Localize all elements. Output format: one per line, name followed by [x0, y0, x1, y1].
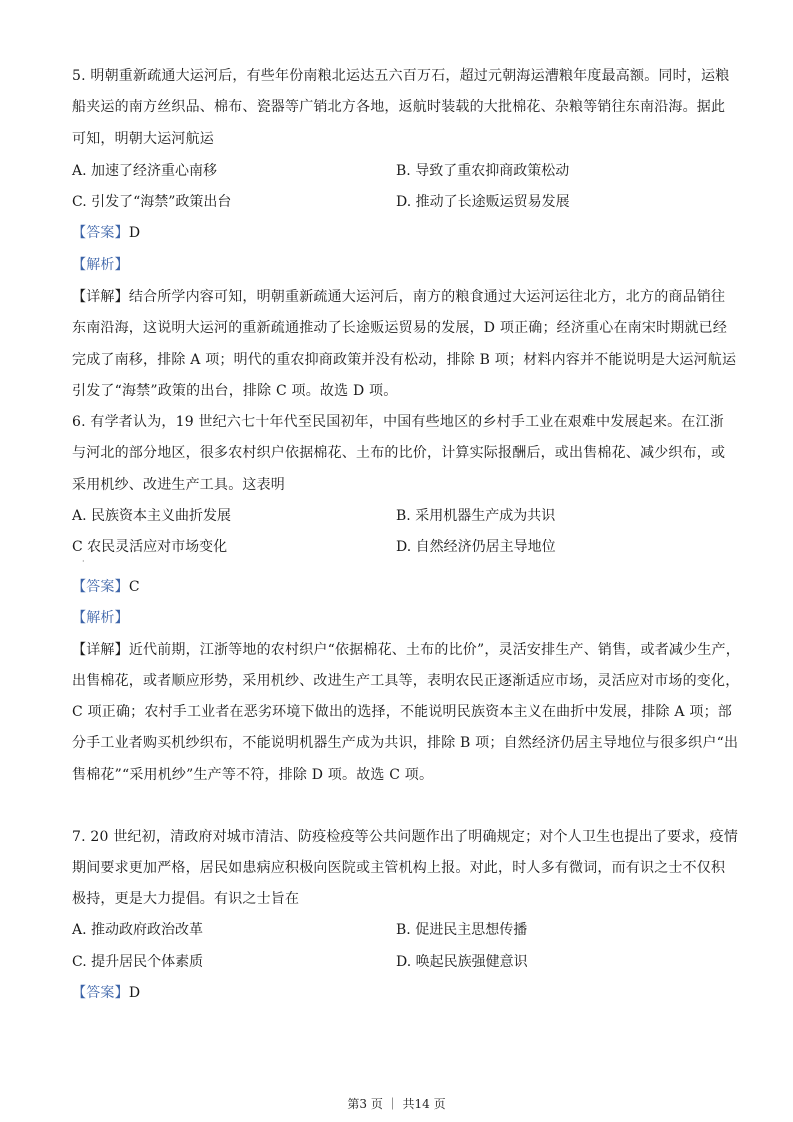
q5-detail-line-3: 完成了南移，排除 A 项；明代的重农抑商政策并没有松动，排除 B 项；材料内容并不能说明是大运河航运	[72, 352, 737, 368]
q6-detail-line-4: 分手工业者购买机纱织布，不能说明机器生产成为共识，排除 B 项；自然经济仍居主导地位与很多织户“出	[72, 735, 739, 751]
q6-detail-label: 【详解】	[72, 642, 129, 658]
q7-answer-label: 【答案】	[72, 985, 129, 1001]
q5-detail-line-2: 东南沿海，这说明大运河的重新疏通推动了长途贩运贸易的发展，D 项正确；经济重心在南宋时期就已经	[72, 320, 728, 336]
q5-answer-label: 【答案】	[72, 225, 129, 241]
q6-option-a: A. 民族资本主义曲折发展	[72, 508, 232, 524]
q5-stem-line-2: 船夹运的南方丝织品、棉布、瓷器等广销北方各地，返航时装载的大批棉花、杂粮等销往东南沿海。据此	[72, 99, 726, 115]
q5-detail-line-4: 引发了“海禁”政策的出台，排除 C 项。故选 D 项。	[72, 383, 398, 399]
q5-answer	[72, 224, 728, 242]
q7-stem-line-2: 期间要求更加严格，居民如患病应积极向医院或主管机构上报。对此，时人多有微词，而有识之士不仅积	[72, 860, 726, 876]
q5-stem-line-1: 5. 明朝重新疏通大运河后，有些年份南粮北运达五六百万石，超过元朝海运漕粮年度最高额。同时，运粮	[72, 68, 730, 84]
q7-option-c: C. 提升居民个体素质	[72, 954, 204, 970]
q5-option-a: A. 加速了经济重心南移	[72, 163, 218, 179]
q7-answer	[72, 984, 728, 1002]
q6-answer	[72, 578, 728, 596]
page-footer: 第3 页 ｜ 共14 页	[347, 1097, 446, 1111]
q7-option-b: B. 促进民主思想传播	[396, 922, 528, 938]
q7-stem-line-1: 7. 20 世纪初，清政府对城市清洁、防疫检疫等公共问题作出了明确规定；对个人卫生也提出了要求，疫情	[72, 829, 739, 845]
q6-option-c: C 农民灵活应对市场变化	[72, 539, 228, 555]
q5-option-b: B. 导致了重农抑商政策松动	[396, 163, 570, 179]
q6-answer-value: C	[128, 579, 140, 595]
q5-detail-line-1: 【详解】结合所学内容可知，明朝重新疏通大运河后，南方的粮食通过大运河运往北方，北方的商品销往	[72, 289, 726, 305]
q5-detail-label: 【详解】	[72, 289, 129, 305]
q6-detail-line-1: 【详解】近代前期，江浙等地的农村织户“依据棉花、土布的比价”，灵活安排生产、销售，或者减少生产，	[72, 642, 740, 658]
q6-stem-line-2: 与河北的部分地区，很多农村织户依据棉花、土布的比价，计算实际报酬后，或出售棉花、减少织布，或	[72, 445, 726, 461]
q5-option-d: D. 推动了长途贩运贸易发展	[396, 194, 570, 210]
q5-answer-value: D	[128, 225, 141, 241]
q6-detail-line-2: 出售棉花，或者顺应形势，采用机纱、改进生产工具等，表明农民正逐渐适应市场，灵活应对市场的变化，	[72, 673, 740, 689]
q6-detail-line-3: C 项正确；农村手工业者在恶劣环境下做出的选择，不能说明民族资本主义在曲折中发展，排除 A 项；部	[72, 704, 732, 720]
q6-option-d: D. 自然经济仍居主导地位	[396, 539, 556, 555]
q6-stem-line-1: 6. 有学者认为，19 世纪六七十年代至民国初年，中国有些地区的乡村手工业在艰难中发展起来。在江浙	[72, 414, 724, 430]
q6-analysis-label: 【解析】	[72, 610, 129, 626]
q7-option-d: D. 唤起民族强健意识	[396, 954, 528, 970]
q5-option-c: C. 引发了“海禁”政策出台	[72, 194, 232, 210]
q6-option-b: B. 采用机器生产成为共识	[396, 508, 556, 524]
stray-mark: ·	[82, 557, 85, 566]
q6-stem-line-3: 采用机纱、改进生产工具。这表明	[72, 477, 285, 493]
q5-stem-line-3: 可知，明朝大运河航运	[72, 131, 214, 147]
q6-detail-line-5: 售棉花”“采用机纱”生产等不符，排除 D 项。故选 C 项。	[72, 767, 434, 783]
q5-analysis-label: 【解析】	[72, 257, 129, 273]
q6-answer-label: 【答案】	[72, 579, 129, 595]
q7-option-a: A. 推动政府政治改革	[72, 922, 204, 938]
q7-answer-value: D	[128, 985, 141, 1001]
q7-stem-line-3: 极持，更是大力提倡。有识之士旨在	[72, 891, 300, 907]
